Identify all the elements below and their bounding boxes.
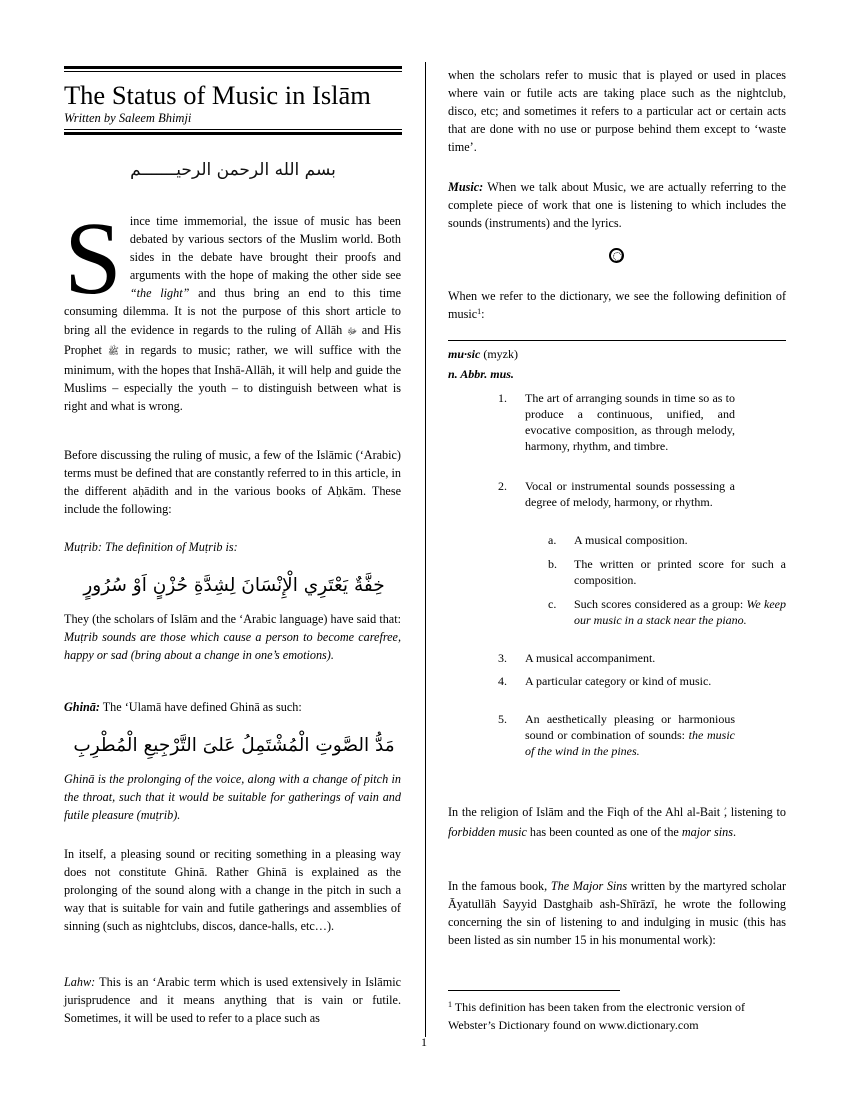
def-num: 2. <box>498 479 507 493</box>
honorific-allah: ﷻ <box>346 326 358 337</box>
drop-cap: S <box>64 201 122 316</box>
intro-text-a: ince time immemorial, the issue of music has been debated by various sectors of the Muslim world. Both sides in the debate have brought their proofs and arguments with the hope of making the other side see <box>129 214 401 283</box>
mutrib-arabic: خِفَّةٌ يَعْتَرِي الْإِنْسَانَ لِشِدَّةِ حُزْنٍ اَوْ سُرُورٍ <box>83 575 385 596</box>
footnote-text: This definition has been taken from the electronic version of Webster’s Dictionary found on www.dictionary.com <box>448 1000 746 1032</box>
def-subnum: a. <box>548 533 557 547</box>
itself-text: In itself, a pleasing sound or reciting something in a pleasing way does not constitute Ghinā. Rather Ghinā is explained as the prolonging of the sound along with a change in the pitch in such a way that is suitable for vain and futile gatherings and assemblies of sinning (such as nightclubs, discos, dance-halls, etc…). <box>64 847 401 934</box>
ghina-translation: Ghinā is the prolonging of the voice, along with a change of pitch in the throat, such that it would be suitable for gatherings of vain and futile pleasure (muṭrib). <box>64 772 401 823</box>
def-subitem <box>574 596 786 628</box>
ornament-icon <box>609 248 624 263</box>
intro-the-light: “the light” <box>129 286 190 301</box>
author-line: Written by Saleem Bhimji <box>64 111 192 125</box>
book-title: The Major Sins <box>550 879 628 893</box>
def-subnum: c. <box>548 597 557 611</box>
def-item: A particular category or kind of music. <box>525 674 712 688</box>
mutrib-paragraph <box>64 610 401 664</box>
footnote-number: 1 <box>448 1000 452 1009</box>
dict-intro-colon: : <box>481 307 485 322</box>
def-subnum: b. <box>548 557 557 571</box>
ghina-heading <box>64 700 401 715</box>
intro-text-c: and thus bring an end to this time consuming dilemma. It is not the purpose of this short article to bring all the evidence in regards to the ruling of Allāh <box>64 286 401 337</box>
mutrib-heading: Muṭrib: The definition of Muṭrib is: <box>64 540 238 554</box>
title-rule-bottom-thin <box>64 129 402 130</box>
religion-text-d: has been counted as one of the <box>526 825 682 840</box>
lahw-paragraph <box>64 973 401 1027</box>
book-paragraph <box>448 877 786 949</box>
intro-text-d: and His Prophet <box>64 322 401 357</box>
mutrib-text-a: They (the scholars of Islām and the ‘Arabic language) have said that: <box>64 612 401 626</box>
itself-paragraph <box>64 845 401 935</box>
dict-intro-text: When we refer to the dictionary, we see the following definition of music <box>448 289 786 322</box>
page-title: The Status of Music in Islām <box>64 80 371 110</box>
def-item: The art of arranging sounds in time so as to produce a continuous, unified, and evocative composition, as through melody, harmony, rhythm, and timbre. <box>525 391 735 453</box>
ghina-term: Ghinā: <box>64 700 100 714</box>
ghina-translation-block <box>64 770 401 824</box>
column-divider <box>425 62 426 1037</box>
mutrib-text-b: Muṭrib sounds are those which cause a person to become carefree, happy or sad (bring about a change in one’s emotions). <box>64 630 401 663</box>
def-item <box>525 711 735 759</box>
page-number: 1 <box>421 1035 427 1049</box>
ghina-text: The ‘Ulamā have defined Ghinā as such: <box>99 700 302 714</box>
def-subitem-text: Such scores considered as a group: <box>574 597 747 611</box>
part-of-speech: n. Abbr. mus. <box>448 367 514 381</box>
definition-block <box>448 346 786 786</box>
footnote-rule <box>448 990 620 991</box>
def-subitem-example: We keep our music in a stack near the piano. <box>574 597 786 627</box>
definition-rule <box>448 340 786 341</box>
title-rule-top <box>64 66 402 69</box>
headword: mu·sic <box>448 347 481 361</box>
lahw-continuation <box>448 66 786 156</box>
footnote-ref: 1 <box>477 307 482 317</box>
ghina-arabic: مَدُّ الصَّوتِ الْمُشْتَمِلُ عَلىَ التَّرْجِيعِ الْمُطْرِبِ <box>73 735 395 756</box>
def-num: 1. <box>498 391 507 405</box>
religion-text-a: In the religion of Islām and the Fiqh of the Ahl al-Bait <box>448 805 724 819</box>
religion-paragraph <box>448 803 786 841</box>
music-text: When we talk about Music, we are actually referring to the complete piece of work that one is listening to which includes the sounds (instruments) and the lyrics. <box>448 180 786 231</box>
book-text-a: In the famous book, <box>448 879 551 893</box>
def-item: A musical accompaniment. <box>525 651 656 665</box>
lahw-text-start: This is an ‘Arabic term which is used extensively in Islāmic jurisprudence and it means anything that is vain or futile. Sometimes, it will be used to refer to a place such as <box>64 975 401 1026</box>
footnote <box>448 998 788 1034</box>
religion-text-f: . <box>733 825 737 840</box>
lahw-term: Lahw: <box>64 975 96 989</box>
honorific-prophet: ﷺ <box>108 346 119 357</box>
def-subitem: The written or printed score for such a composition. <box>574 557 786 587</box>
def-num: 3. <box>498 651 507 665</box>
title-rule-bottom <box>64 132 402 135</box>
book-text-c: written by the martyred scholar Āyatullāh Sayyid Dastghaib ash-Shīrāzī, he wrote the following concerning the sin of listening to and indulging in music (this has been listed as sin number 15 in his monumental work): <box>448 879 787 948</box>
lahw-text-cont: when the scholars refer to music that is played or used in places where vain or futile acts are taking place such as the nightclub, disco, etc; and sometimes it refers to a particular act or certain acts that are done with no use or purpose behind them except to ‘waste time’. <box>448 68 786 155</box>
religion-text-b: , listening to <box>723 805 786 819</box>
def-num: 5. <box>498 712 507 726</box>
definition-headword-line <box>448 346 518 362</box>
music-paragraph <box>448 178 786 232</box>
intro-paragraph <box>64 201 401 415</box>
title-rule-top-thin <box>64 71 402 72</box>
def-item: Vocal or instrumental sounds possessing a degree of melody, harmony, or rhythm. <box>525 479 735 509</box>
pronunciation: (myzk) <box>480 347 518 361</box>
def-item-example: the music of the wind in the pines. <box>525 728 735 758</box>
def-num: 4. <box>498 674 507 688</box>
dictionary-intro <box>448 287 786 323</box>
terms-text: Before discussing the ruling of music, a few of the Islāmic (‘Arabic) terms must be defined that are constantly referred to in this article, in the different aḥādith and in the various books of Aḥkām. These include the following: <box>64 448 401 517</box>
def-subitem: A musical composition. <box>574 533 688 547</box>
def-item-text: An aesthetically pleasing or harmonious sound or combination of sounds: <box>525 712 735 742</box>
music-term: Music: <box>448 180 484 194</box>
religion-forbidden-music: forbidden music <box>448 825 527 840</box>
bismillah: بسم الله الرحمن الرحيـــــــم <box>130 160 336 180</box>
terms-paragraph <box>64 446 401 518</box>
religion-major-sins: major sins <box>681 825 734 840</box>
intro-text-e: in regards to music; rather, we will suffice with the minimum, with the hopes that Inshā-Allāh, it will help and guide the Muslims – especially the youth – to distinguish between what is right and what is wrong. <box>64 342 401 413</box>
